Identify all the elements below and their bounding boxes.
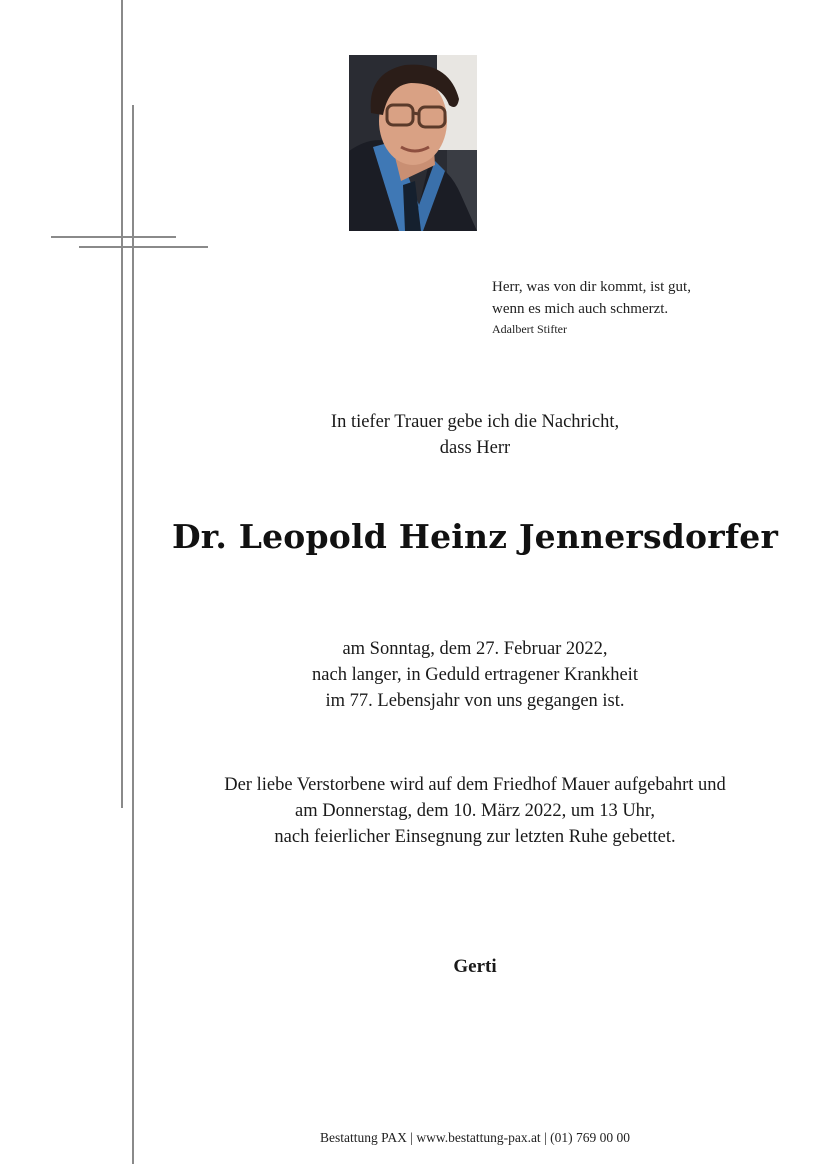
- cross-horizontal-front: [79, 246, 208, 248]
- quote-block: [492, 276, 691, 338]
- footer-credits: Bestattung PAX | www.bestattung-pax.at | (01) 769 00 00: [320, 1130, 630, 1145]
- funeral-line: nach feierlicher Einsegnung zur letzten Ruhe gebettet.: [274, 827, 676, 847]
- intro-text: [140, 409, 810, 461]
- intro-line: dass Herr: [439, 438, 511, 458]
- funeral-line: Der liebe Verstorbene wird auf dem Friedhof Mauer aufgebahrt und: [224, 775, 726, 795]
- death-details: [140, 636, 810, 714]
- portrait-photo: [349, 55, 477, 231]
- quote-author: Adalbert Stifter: [492, 322, 567, 336]
- funeral-line: am Donnerstag, dem 10. März 2022, um 13 Uhr,: [295, 801, 655, 821]
- funeral-details: [140, 772, 810, 850]
- quote-line: wenn es mich auch schmerzt.: [492, 301, 669, 317]
- signature: Gerti: [453, 956, 497, 977]
- details-line: im 77. Lebensjahr von uns gegangen ist.: [325, 691, 625, 711]
- details-line: nach langer, in Geduld ertragener Krankheit: [312, 665, 638, 685]
- deceased-name: Dr. Leopold Heinz Jennersdorfer: [171, 517, 779, 556]
- intro-line: In tiefer Trauer gebe ich die Nachricht,: [330, 412, 620, 432]
- details-line: am Sonntag, dem 27. Februar 2022,: [342, 639, 608, 659]
- cross-horizontal-back: [51, 236, 176, 238]
- cross-vertical-front: [132, 105, 134, 1164]
- cross-vertical-back: [121, 0, 123, 808]
- quote-line: Herr, was von dir kommt, ist gut,: [492, 279, 691, 295]
